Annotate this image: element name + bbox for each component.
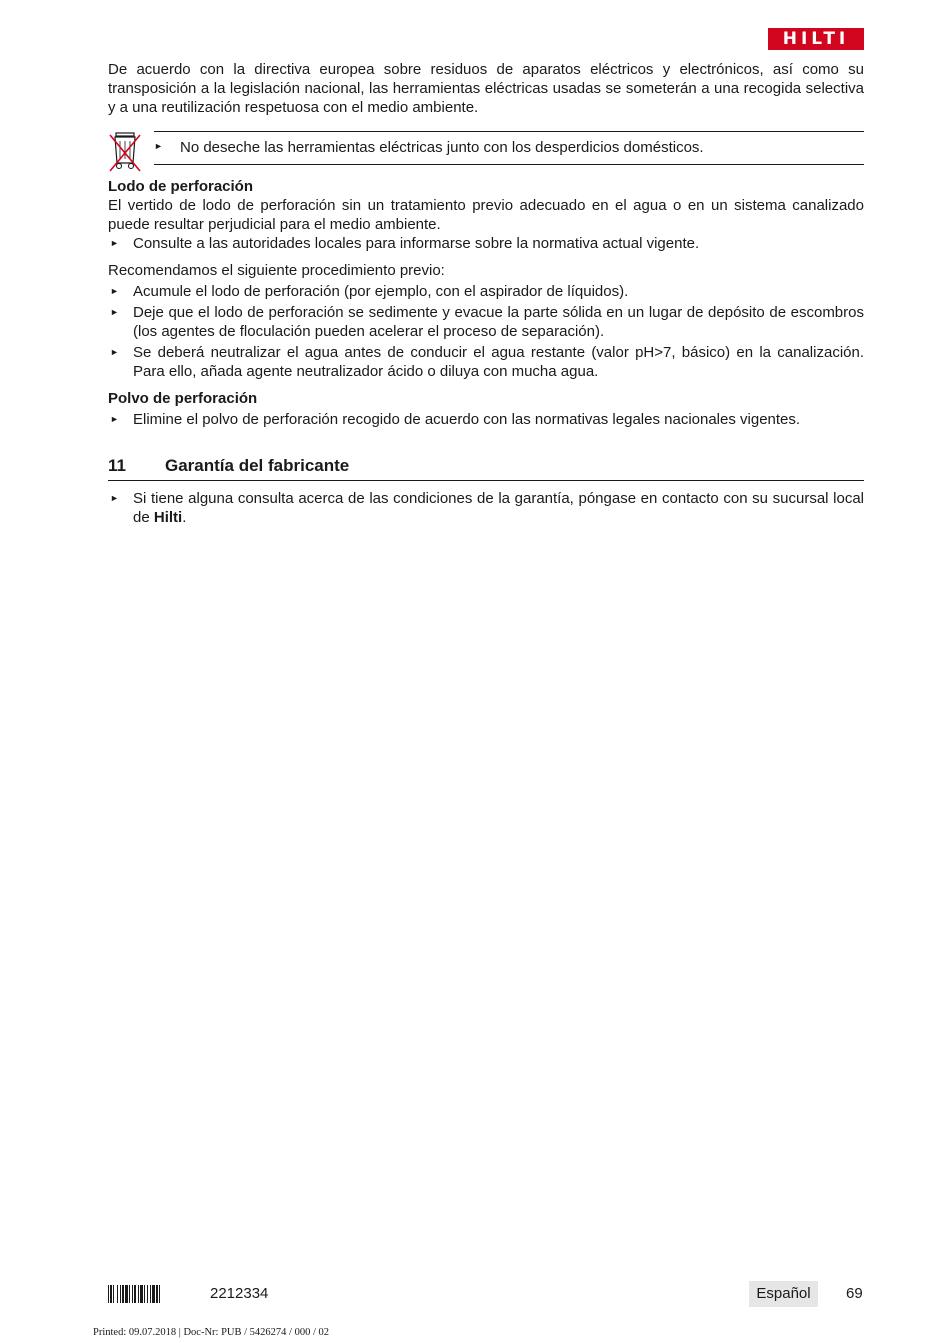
section-title: Garantía del fabricante: [165, 456, 350, 475]
list-item: [108, 234, 864, 253]
printed-info: Printed: 09.07.2018 | Doc-Nr: PUB / 5426274 / 000 / 02: [93, 1327, 330, 1338]
list-item-text: Si tiene alguna consulta acerca de las condiciones de la garantía, póngase en contacto con su sucursal local de Hilti.: [133, 490, 864, 526]
list-item-text: Acumule el lodo de perforación (por ejemplo, con el aspirador de líquidos).: [133, 283, 629, 300]
page-content: [108, 60, 864, 527]
bullet-icon: ►: [110, 347, 119, 357]
bullet-icon: ►: [110, 493, 119, 503]
warning-box: [154, 131, 864, 165]
language-label: Español: [749, 1281, 818, 1307]
list-item: [108, 343, 864, 381]
polvo-heading: Polvo de perforación: [108, 390, 258, 407]
lodo-heading: Lodo de perforación: [108, 178, 254, 195]
bullet-icon: ►: [110, 307, 119, 317]
list-item-text: Consulte a las autoridades locales para informarse sobre la normativa actual vigente.: [133, 235, 700, 252]
list-item-text: Se deberá neutralizar el agua antes de conducir el agua restante (valor pH>7, básico) en la canalización. Para ello, añada agente neutralizador ácido o diluya con mucha agua.: [133, 344, 864, 380]
list-item: [108, 303, 864, 341]
page-number: 69: [846, 1285, 863, 1302]
list-item-text: Deje que el lodo de perforación se sedimente y evacue la parte sólida en un lugar de depósito de escombros (los agentes de floculación pueden acelerar el proceso de separación).: [133, 304, 864, 340]
barcode-icon: [108, 1285, 192, 1303]
intro-paragraph: De acuerdo con la directiva europea sobre residuos de aparatos eléctricos y electrónicos, así como su transposición a la legislación nacional, las herramientas eléctricas usadas se someterán a una recogida selectiva y a una reutilización respetuosa con el medio ambiente.: [108, 61, 864, 116]
section-heading: [108, 455, 864, 481]
bullet-icon: ►: [110, 286, 119, 296]
bullet-icon: ►: [110, 238, 119, 248]
list-item: [108, 489, 864, 527]
crossed-out-wheelie-bin-icon: [108, 129, 142, 175]
warning-text: No deseche las herramientas eléctricas junto con los desperdicios domésticos.: [180, 139, 704, 156]
list-item-text: Elimine el polvo de perforación recogido de acuerdo con las normativas legales nacionales vigentes.: [133, 411, 801, 428]
lodo-intro2: Recomendamos el siguiente procedimiento previo:: [108, 262, 445, 279]
doc-number: 2212334: [210, 1285, 269, 1302]
hilti-logo: HILTI: [768, 28, 864, 50]
list-item: [108, 410, 864, 429]
warning-block: [108, 129, 864, 177]
section-number: 11: [108, 456, 126, 475]
list-item: [108, 282, 864, 301]
bullet-icon: ►: [154, 141, 163, 151]
lodo-text: El vertido de lodo de perforación sin un tratamiento previo adecuado en el agua o en un sistema canalizado puede resultar perjudicial para el medio ambiente.: [108, 197, 864, 233]
bullet-icon: ►: [110, 414, 119, 424]
